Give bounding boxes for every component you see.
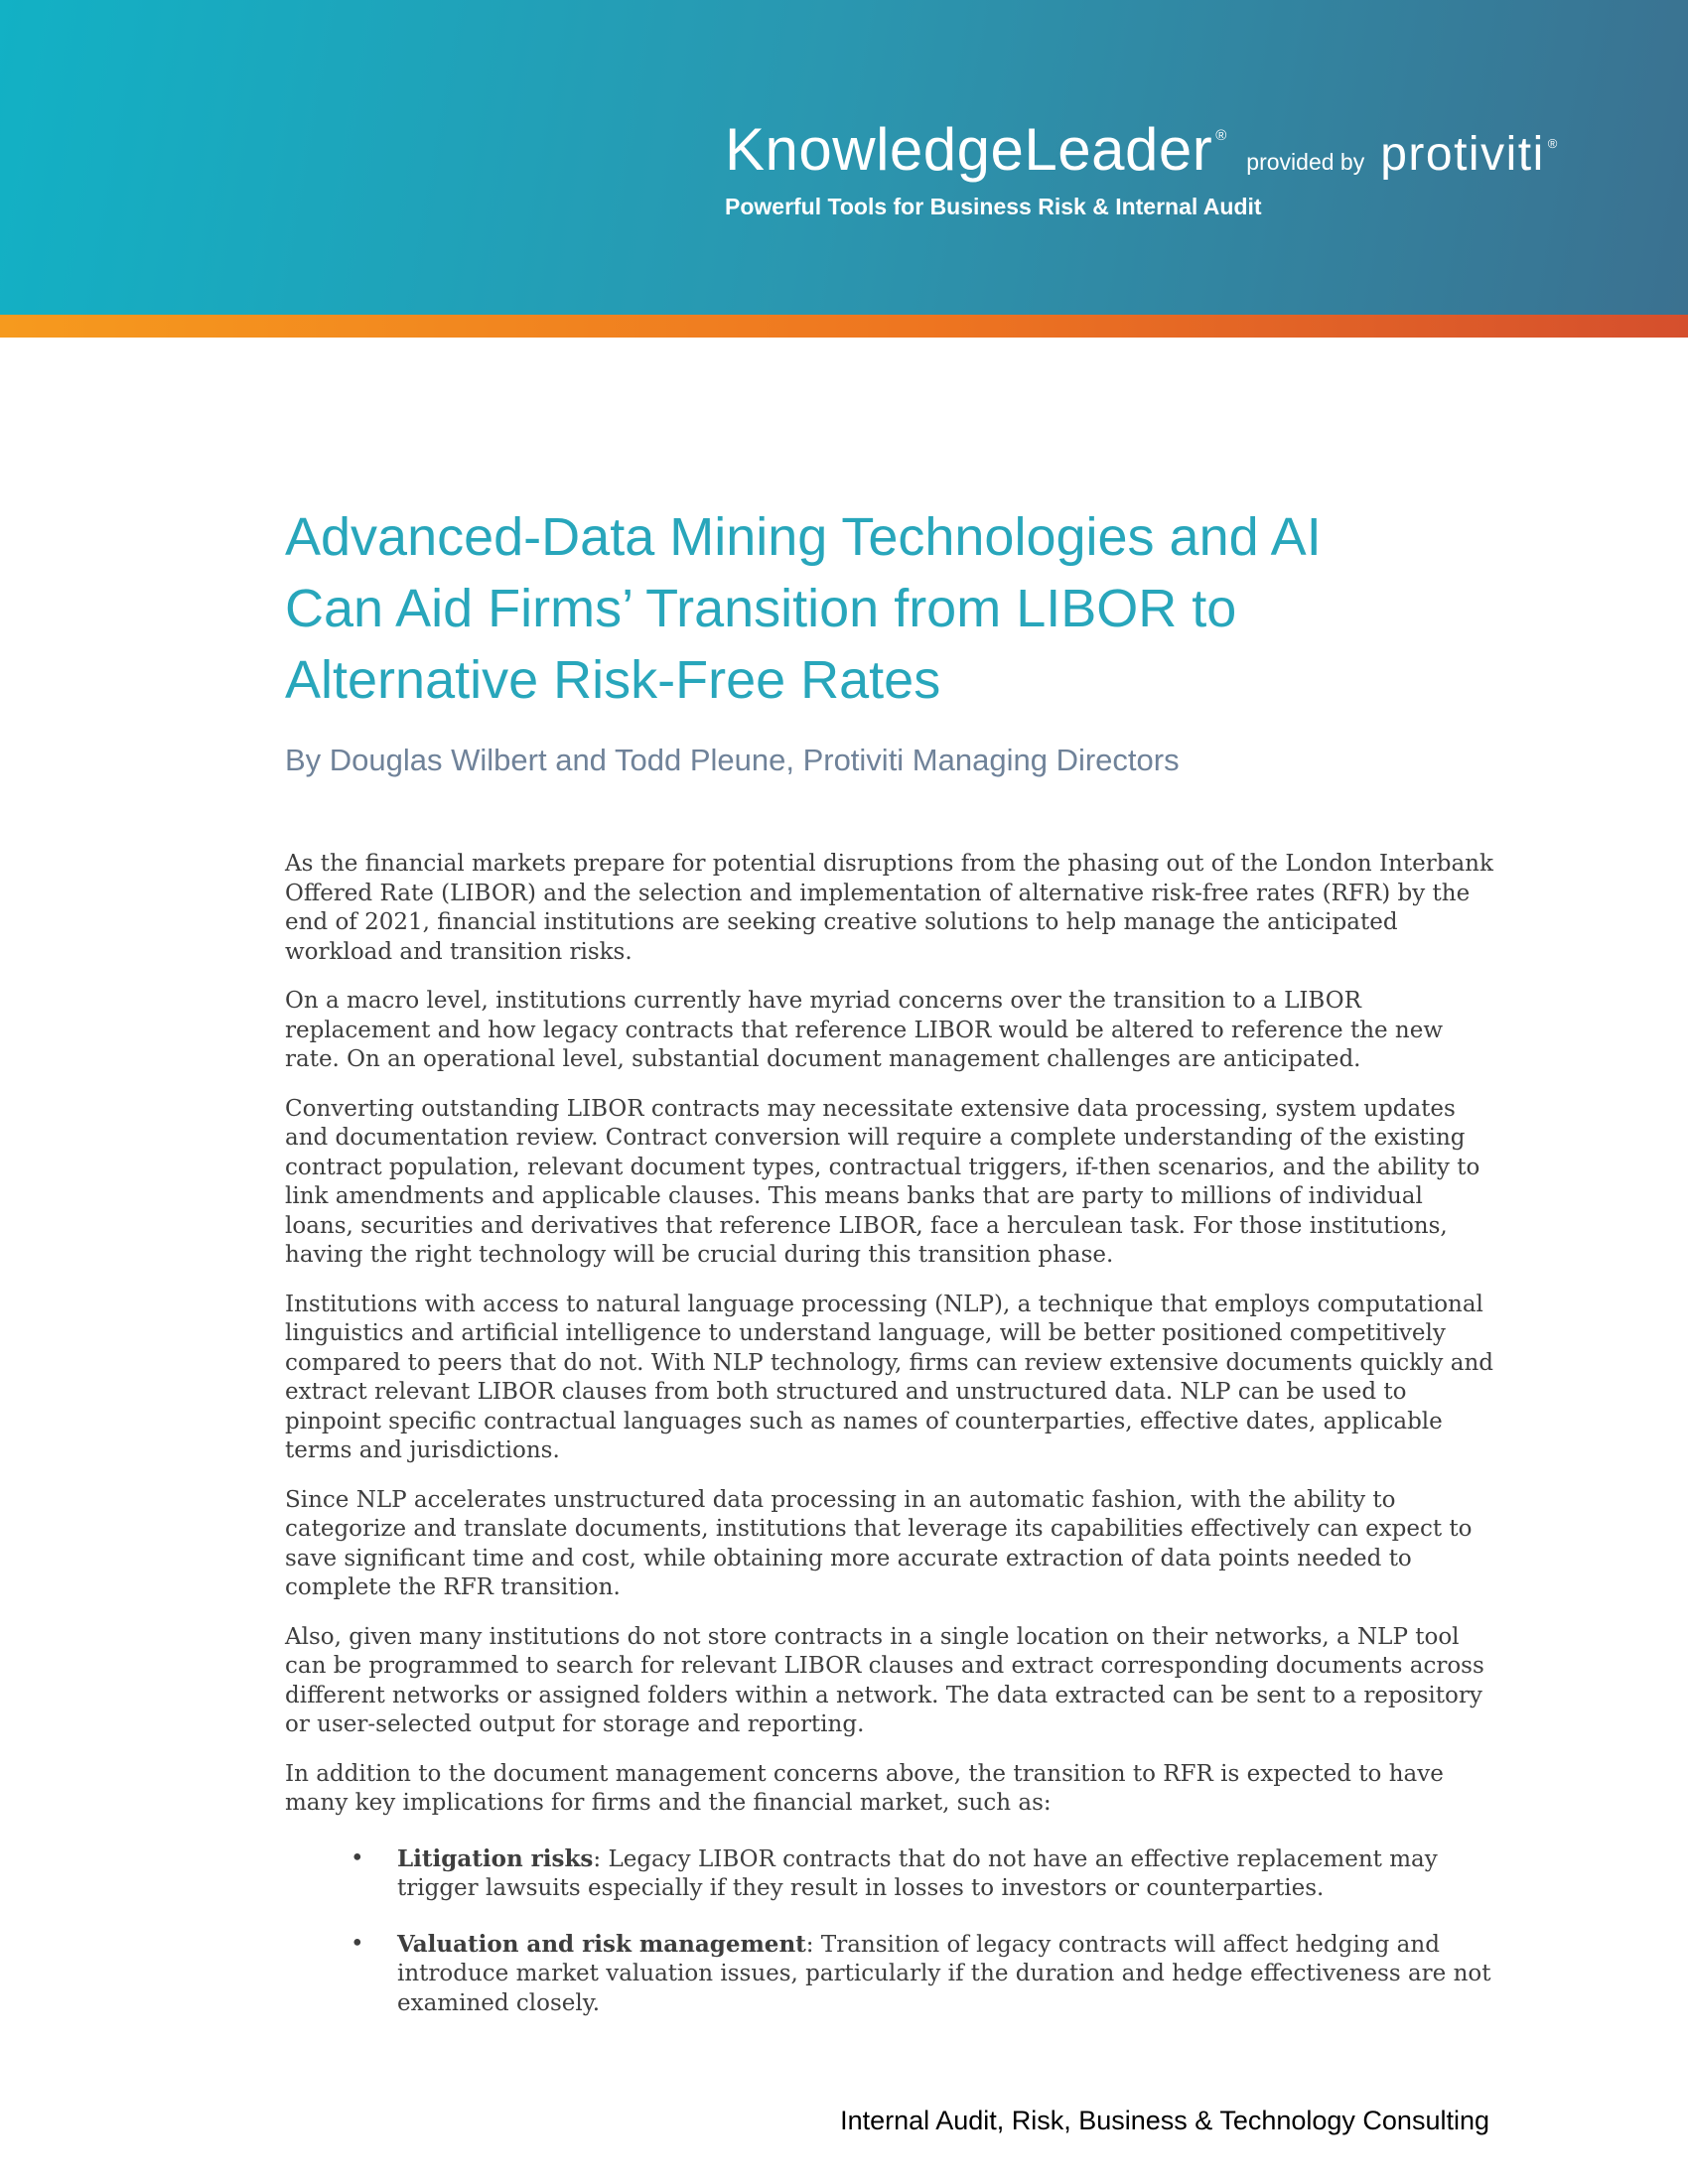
article-content: [0, 501, 1688, 2018]
provided-by-label: provided by: [1246, 149, 1365, 175]
footer-tagline: Internal Audit, Risk, Business & Technology Consulting: [840, 2106, 1489, 2135]
brand-tagline: Powerful Tools for Business Risk & Internal Audit: [725, 194, 1262, 219]
title-line: Advanced-Data Mining Technologies and AI: [285, 507, 1322, 567]
header-band: [0, 0, 1688, 315]
accent-stripe: [0, 315, 1688, 338]
title-line: Can Aid Firms’ Transition from LIBOR to: [285, 579, 1237, 638]
registered-trademark-icon: ®: [1547, 136, 1558, 151]
bullet-lead: Litigation risks: [397, 1844, 594, 1872]
bullet-lead: Valuation and risk management: [397, 1930, 806, 1958]
registered-trademark-icon: ®: [1215, 127, 1227, 144]
paragraph: Also, given many institutions do not store contracts in a single location on their networks, a NLP tool can be programmed to search for relevant LIBOR clauses and extract corresponding documents across different networks or assigned folders within a network. The data extracted can be sent to a repository or user-selected output for storage and reporting.: [285, 1623, 1484, 1737]
brand-logo: [725, 115, 1557, 220]
byline: By Douglas Wilbert and Todd Pleune, Protiviti Managing Directors: [285, 743, 1180, 777]
bullet-marker-icon: •: [351, 1930, 364, 1957]
paragraph: In addition to the document management concerns above, the transition to RFR is expected to have many key implications for firms and the financial market, such as:: [285, 1760, 1444, 1816]
bullet-list: [285, 1844, 1494, 2019]
bullet-item: [285, 1844, 1494, 1904]
knowledgeleader-logo: KnowledgeLeader: [725, 116, 1213, 183]
paragraph: Institutions with access to natural language processing (NLP), a technique that employs computational linguistics and artificial intelligence to understand language, will be better positioned competitively compared to peers that do not. With NLP technology, firms can review extensive documents quickly and extract relevant LIBOR clauses from both structured and unstructured data. NLP can be used to pinpoint specific contractual languages such as names of counterparties, effective dates, applicable terms and jurisdictions.: [285, 1291, 1493, 1463]
logo-row: [725, 115, 1557, 184]
article-body: [285, 850, 1494, 2018]
bullet-item: [285, 1930, 1494, 2019]
paragraph: As the financial markets prepare for potential disruptions from the phasing out of the London Interbank Offered Rate (LIBOR) and the selection and implementation of alternative risk-free rates (RFR) by the end of 2021, financial institutions are seeking creative solutions to help manage the anticipated workload and transition risks.: [285, 851, 1493, 965]
bullet-text: : Transition of legacy contracts will affect hedging and introduce market valuation issues, particularly if the duration and hedge effectiveness are not examined closely.: [397, 1931, 1491, 2016]
title-line: Alternative Risk-Free Rates: [285, 650, 941, 710]
protiviti-logo: protiviti: [1380, 128, 1545, 181]
bullet-text: : Legacy LIBOR contracts that do not have an effective replacement may trigger lawsuits especially if they result in losses to investors or counterparties.: [397, 1845, 1438, 1901]
bullet-marker-icon: •: [351, 1844, 364, 1871]
paragraph: Converting outstanding LIBOR contracts may necessitate extensive data processing, system updates and documentation review. Contract conversion will require a complete understanding of the existing contract population, relevant document types, contractual triggers, if-then scenarios, and the ability to link amendments and applicable clauses. This means banks that are party to millions of individual loans, securities and derivatives that reference LIBOR, face a herculean task. For those institutions, having the right technology will be crucial during this transition phase.: [285, 1095, 1480, 1268]
paragraph: On a macro level, institutions currently have myriad concerns over the transition to a LIBOR replacement and how legacy contracts that reference LIBOR would be altered to reference the new rate. On an operational level, substantial document management challenges are anticipated.: [285, 988, 1444, 1072]
page-title: [285, 501, 1494, 716]
paragraph: Since NLP accelerates unstructured data processing in an automatic fashion, with the ability to categorize and translate documents, institutions that leverage its capabilities effectively can expect to save significant time and cost, while obtaining more accurate extraction of data points needed to complete the RFR transition.: [285, 1486, 1473, 1600]
